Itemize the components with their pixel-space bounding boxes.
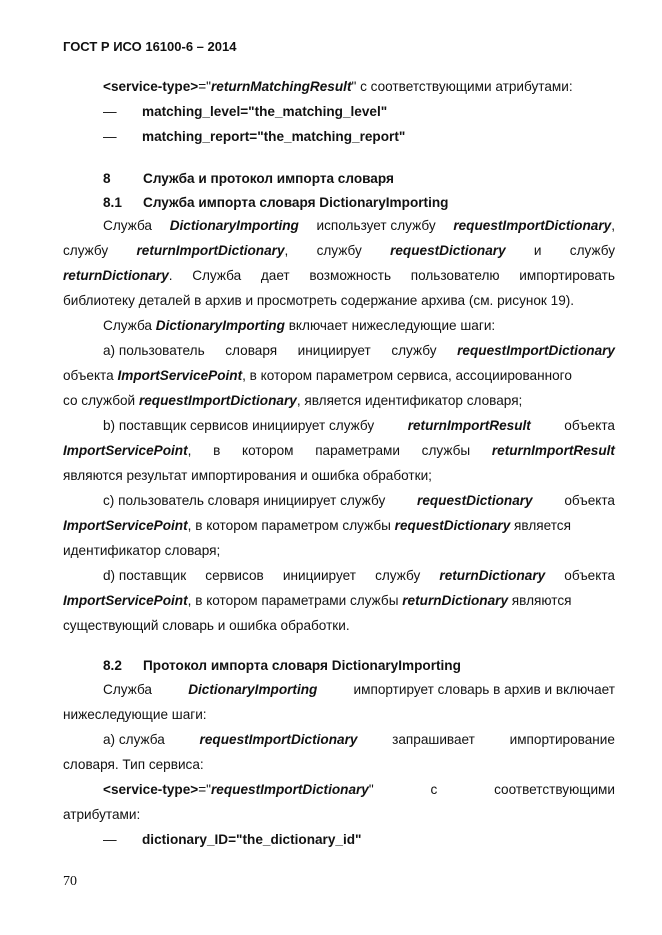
text-span: службу	[569, 242, 615, 258]
text-span: службу	[391, 343, 437, 358]
section-8-heading	[103, 171, 394, 186]
text-span: ImportServicePoint	[117, 367, 243, 383]
section-8-1-heading	[103, 195, 448, 210]
text-span: returnImportResult	[491, 442, 615, 458]
standard-header: ГОСТ Р ИСО 16100-6 – 2014	[63, 39, 237, 54]
step-d	[63, 564, 615, 639]
text-span: котором	[242, 442, 294, 458]
text-span: requestImportDictionary	[199, 732, 358, 747]
text-span: requestDictionary	[390, 242, 506, 258]
text-span: " с соответствующими атрибутами:	[351, 79, 573, 94]
text-span: 8.1	[103, 195, 122, 210]
step-82-a	[63, 728, 615, 778]
text-span: returnImportDictionary	[136, 242, 285, 258]
text-span: Служба и протокол импорта словаря	[143, 171, 394, 186]
text-span: requestDictionary	[417, 493, 533, 508]
text-span: словаря	[225, 343, 278, 358]
text-span: импортирует словарь в архив и включает	[353, 682, 615, 697]
text-span: со службой	[63, 392, 136, 408]
text-span: DictionaryImporting	[188, 682, 318, 697]
text-span: 8.2	[103, 658, 122, 673]
text-span: requestImportDictionary	[138, 392, 297, 408]
service-type-line	[63, 75, 615, 100]
text-span: , в котором параметром сервиса, ассоциированного	[242, 367, 572, 383]
text-span: ="	[198, 782, 211, 797]
text-span: , в котором параметром службы	[187, 517, 391, 533]
text-span: объекта	[564, 493, 615, 508]
text-span: "	[368, 782, 374, 797]
text-span: службу	[316, 242, 362, 258]
text-span: DictionaryImporting	[169, 218, 299, 233]
page-number: 70	[63, 874, 77, 889]
text-span: объекта	[564, 568, 615, 583]
text-span: импортировать	[519, 267, 615, 283]
bullet-dash: —	[103, 129, 117, 144]
text-span: Служба	[192, 267, 242, 283]
text-span: Служба импорта словаря DictionaryImporting	[143, 195, 449, 210]
text-span: существующий словарь и ошибка обработки.	[63, 617, 350, 633]
dictionary-id-attr: dictionary_ID="the_dictionary_id"	[142, 832, 362, 847]
text-span: нижеследующие шаги:	[63, 706, 207, 722]
text-span: использует службу	[316, 218, 436, 233]
paragraph-steps-intro	[63, 314, 615, 339]
text-span: d) поставщик	[103, 568, 187, 583]
text-span: ,	[187, 442, 192, 458]
step-b	[63, 414, 615, 489]
text-span: пользователю	[410, 267, 500, 283]
text-span: Служба	[103, 218, 152, 233]
text-span: returnMatchingResult	[211, 79, 352, 94]
text-span: DictionaryImporting	[155, 318, 285, 333]
section-8-2-heading	[103, 658, 461, 673]
text-span: импортирование	[509, 732, 615, 747]
text-span: инициирует	[282, 568, 356, 583]
text-span: сервисов	[205, 568, 264, 583]
text-span: возможность	[309, 267, 392, 283]
text-span: ,	[611, 218, 615, 233]
text-span: <service-type>	[103, 782, 199, 797]
text-span: с	[430, 782, 438, 797]
text-span: дает	[260, 267, 290, 283]
text-span: Протокол импорта словаря DictionaryImporting	[143, 658, 461, 673]
text-span: являются результат импортирования и ошибка обработки;	[63, 467, 432, 483]
text-span: в	[213, 442, 221, 458]
text-span: объекта	[63, 367, 114, 383]
text-span: а) пользователь	[103, 343, 205, 358]
text-span: а) служба	[103, 732, 165, 747]
text-span: Служба	[103, 682, 152, 697]
text-span: requestImportDictionary	[457, 343, 615, 358]
text-span: с) пользователь словаря инициирует службу	[103, 493, 386, 508]
text-span: b) поставщик сервисов инициирует службу	[103, 418, 375, 433]
text-span: requestImportDictionary	[453, 218, 612, 233]
text-span: параметрами	[315, 442, 400, 458]
text-span: returnDictionary	[402, 592, 509, 608]
text-span: ,	[284, 242, 289, 258]
text-span: 8	[103, 171, 111, 186]
text-span: requestImportDictionary	[211, 782, 369, 797]
text-span: идентификатор словаря;	[63, 542, 221, 558]
text-span: returnImportResult	[407, 418, 531, 433]
service-type-request-line	[63, 778, 615, 828]
text-span: Служба	[103, 318, 152, 333]
paragraph-service-description	[63, 214, 615, 314]
step-a	[63, 339, 615, 414]
bullet-dash: —	[103, 832, 117, 847]
text-span: , в котором параметрами службы	[187, 592, 399, 608]
text-span: , является идентификатор словаря;	[296, 392, 523, 408]
text-span: инициирует	[297, 343, 371, 358]
text-span: ="	[198, 79, 211, 94]
paragraph-protocol	[63, 678, 615, 728]
text-span: returnDictionary	[439, 568, 546, 583]
text-span: атрибутами:	[63, 806, 141, 822]
text-span: запрашивает	[392, 732, 475, 747]
bullet-dash: —	[103, 104, 117, 119]
text-span: являются	[511, 592, 572, 608]
text-span: ImportServicePoint	[63, 442, 188, 458]
text-span: returnDictionary	[63, 267, 169, 283]
text-span: .	[168, 267, 173, 283]
step-c	[63, 489, 615, 564]
text-span: библиотеку деталей в архив и просмотреть содержание архива (см. рисунок 19).	[63, 292, 575, 308]
text-span: ImportServicePoint	[63, 517, 188, 533]
text-span: словаря. Тип сервиса:	[63, 756, 204, 772]
text-span: <service-type>	[103, 79, 199, 94]
text-span: является	[514, 517, 571, 533]
text-span: и	[533, 242, 542, 258]
text-span: включает нижеследующие шаги:	[288, 318, 496, 333]
text-span: службу	[63, 242, 109, 258]
text-span: службы	[421, 442, 471, 458]
text-span: службу	[375, 568, 421, 583]
text-span: requestDictionary	[394, 517, 511, 533]
text-span: соответствующими	[494, 782, 615, 797]
matching-level-attr: matching_level="the_matching_level"	[142, 104, 388, 119]
matching-report-attr: matching_report="the_matching_report"	[142, 129, 406, 144]
text-span: объекта	[564, 418, 615, 433]
text-span: ImportServicePoint	[63, 592, 188, 608]
